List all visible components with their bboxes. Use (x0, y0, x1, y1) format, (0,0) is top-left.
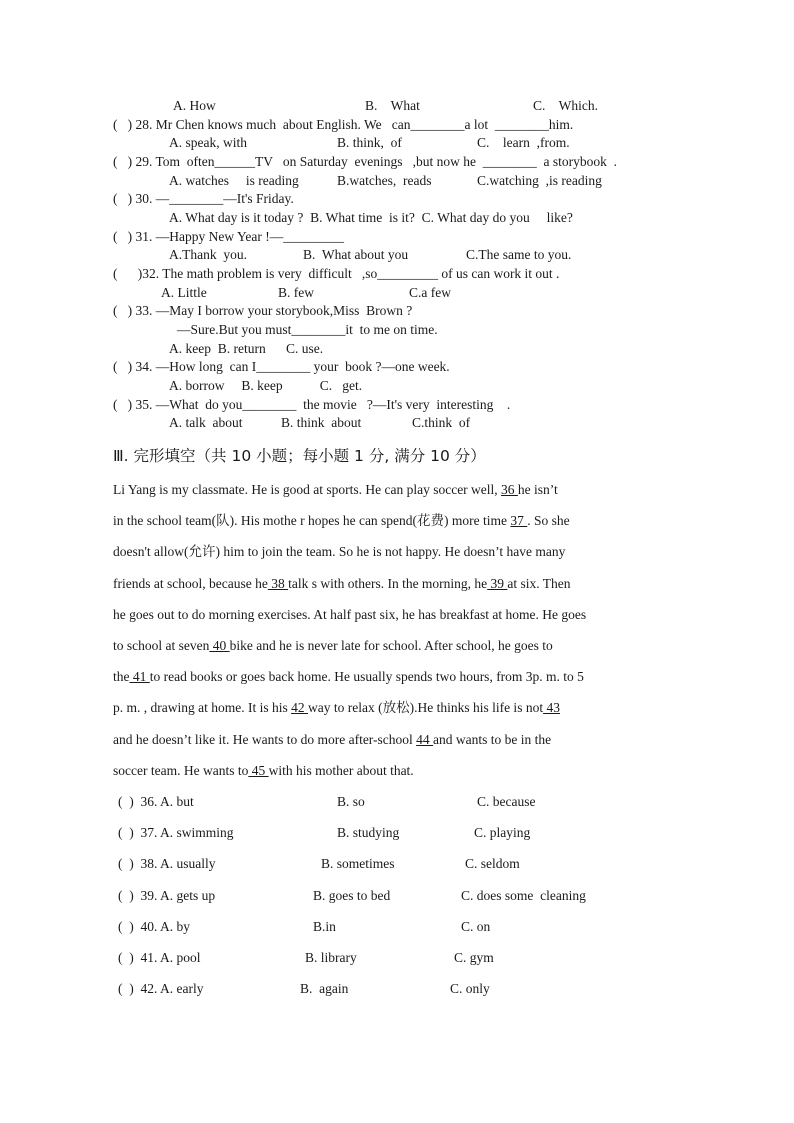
q35-option-c: C.think of (412, 415, 471, 430)
q34-options: A. borrow B. keep C. get. (169, 378, 363, 393)
q28-option-a: A. speak, with (169, 135, 247, 150)
q31-option-c: C.The same to you. (466, 247, 572, 262)
passage-line-3: doesn't allow(允许) him to join the team. So he is not happy. He doesn’t have many (113, 544, 566, 559)
cloze-36-b: B. so (337, 794, 365, 809)
cloze-41-c: C. gym (454, 950, 494, 965)
q32-option-a: A. Little (161, 285, 207, 300)
q32-option-c: C.a few (409, 285, 451, 300)
cloze-41-b: B. library (305, 950, 357, 965)
cloze-38-a: ( ) 38. A. usually (118, 856, 216, 871)
cloze-38-b: B. sometimes (321, 856, 395, 871)
blank-41: 41 (129, 669, 150, 684)
blank-44: 44 (416, 732, 434, 747)
q32-option-b: B. few (278, 285, 314, 300)
blank-42: 42 (291, 700, 308, 715)
q27-option-a: A. How (173, 98, 216, 113)
passage-line-7: the 41 to read books or goes back home. He usually spends two hours, from 3p. m. to 5 (113, 669, 584, 684)
q32-stem: ( )32. The math problem is very difficult ,so_________ of us can work it out . (113, 266, 560, 281)
q28-stem: ( ) 28. Mr Chen knows much about English. We can________a lot ________him. (113, 117, 574, 132)
passage-line-6: to school at seven 40 bike and he is never late for school. After school, he goes to (113, 638, 553, 653)
passage-line-2: in the school team(队). His mothe r hopes he can spend(花费) more time 37 . So she (113, 513, 570, 528)
q27-option-c: C. Which. (533, 98, 598, 113)
q35-stem: ( ) 35. —What do you________ the movie ?—It's very interesting . (113, 397, 511, 412)
blank-39: 39 (487, 576, 508, 591)
blank-40: 40 (209, 638, 230, 653)
q35-option-a: A. talk about (169, 415, 243, 430)
passage-line-5: he goes out to do morning exercises. At half past six, he has breakfast at home. He goes (113, 607, 587, 622)
q30-stem: ( ) 30. —________—It's Friday. (113, 191, 294, 206)
cloze-38-c: C. seldom (465, 856, 520, 871)
q29-option-c: C.watching ,is reading (477, 173, 602, 188)
q34-stem: ( ) 34. —How long can I________ your book ?—one week. (113, 359, 450, 374)
q29-stem: ( ) 29. Tom often______TV on Saturday evenings ,but now he ________ a storybook . (113, 154, 618, 169)
cloze-36-c: C. because (477, 794, 536, 809)
q31-option-b: B. What about you (303, 247, 409, 262)
q31-stem: ( ) 31. —Happy New Year !—_________ (113, 229, 344, 244)
q33-stem-reply: —Sure.But you must________it to me on time. (177, 322, 438, 337)
cloze-42-a: ( ) 42. A. early (118, 981, 204, 996)
q28-option-b: B. think, of (337, 135, 402, 150)
blank-38: 38 (267, 576, 289, 591)
blank-45: 45 (248, 763, 269, 778)
passage-line-10: soccer team. He wants to 45 with his mother about that. (113, 763, 414, 778)
cloze-41-a: ( ) 41. A. pool (118, 950, 201, 965)
cloze-37-c: C. playing (474, 825, 531, 840)
blank-37: 37 (510, 513, 528, 528)
cloze-40-b: B.in (313, 919, 336, 934)
q27-option-b: B. What (365, 98, 420, 113)
blank-43: 43 (543, 700, 560, 715)
q33-stem: ( ) 33. —May I borrow your storybook,Miss Brown ? (113, 303, 413, 318)
cloze-42-b: B. again (300, 981, 349, 996)
cloze-37-a: ( ) 37. A. swimming (118, 825, 234, 840)
cloze-39-c: C. does some cleaning (461, 888, 586, 903)
cloze-37-b: B. studying (337, 825, 400, 840)
cloze-39-a: ( ) 39. A. gets up (118, 888, 216, 903)
cloze-40-c: C. on (461, 919, 491, 934)
q35-option-b: B. think about (281, 415, 362, 430)
passage-line-4: friends at school, because he 38 talk s with others. In the morning, he 39 at six. Then (113, 576, 571, 591)
q29-option-b: B.watches, reads (337, 173, 432, 188)
cloze-40-a: ( ) 40. A. by (118, 919, 190, 934)
section-heading: Ⅲ. 完形填空（共 10 小题；每小题 1 分, 满分 10 分） (113, 447, 486, 465)
passage-line-1: Li Yang is my classmate. He is good at sports. He can play soccer well, 36 he isn’t (113, 482, 558, 497)
cloze-39-b: B. goes to bed (313, 888, 391, 903)
cloze-42-c: C. only (450, 981, 490, 996)
passage-line-8: p. m. , drawing at home. It is his 42 way to relax (放松).He thinks his life is not 43 (113, 700, 560, 715)
passage-line-9: and he doesn’t like it. He wants to do more after-school 44 and wants to be in the (113, 732, 552, 747)
blank-36: 36 (501, 482, 518, 497)
q33-options: A. keep B. return C. use. (169, 341, 324, 356)
q28-option-c: C. learn ,from. (477, 135, 570, 150)
q30-options: A. What day is it today ? B. What time is it? C. What day do you like? (169, 210, 573, 225)
q31-option-a: A.Thank you. (169, 247, 247, 262)
q29-option-a: A. watches is reading (169, 173, 299, 188)
cloze-36-a: ( ) 36. A. but (118, 794, 194, 809)
